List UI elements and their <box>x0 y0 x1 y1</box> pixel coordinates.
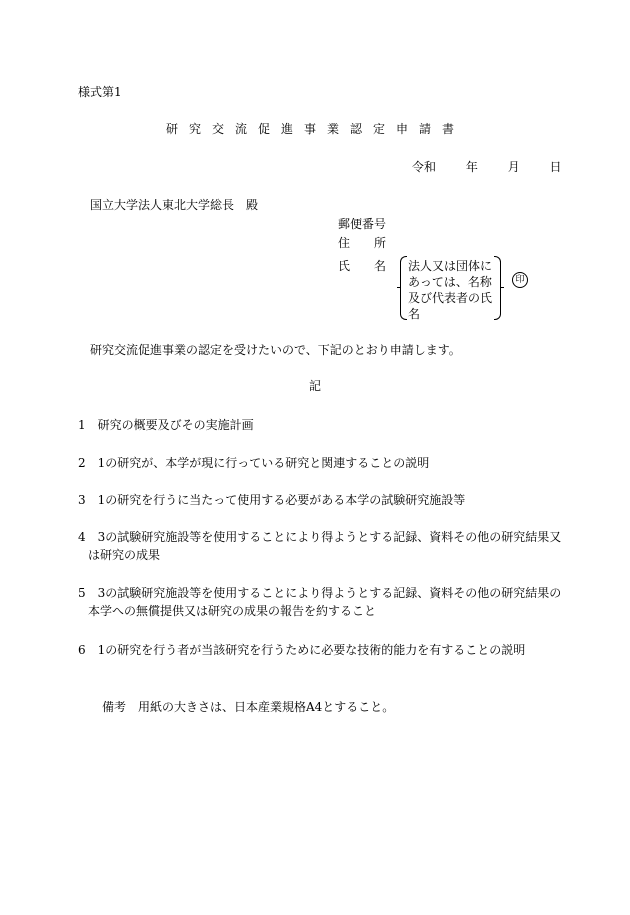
list-item-5 <box>78 586 561 618</box>
item-text-continuation: 本学への無償提供又は研究の成果の報告を約すること <box>88 604 377 618</box>
item-text: 1の研究が、本学が現に行っている研究と関連することの説明 <box>97 456 430 470</box>
name-note-line: 及び代表者の氏 <box>408 291 493 305</box>
intro-text: 研究交流促進事業の認定を受けたいので、下記のとおり申請します。 <box>90 343 461 357</box>
item-text: 3の試験研究施設等を使用することにより得ようとする記録、資料その他の研究結果の <box>97 586 562 600</box>
item-number: 3 <box>78 493 86 507</box>
ki-heading: 記 <box>309 379 322 393</box>
date-year: 年 <box>465 160 478 174</box>
right-bracket <box>494 256 501 320</box>
item-text: 3の試験研究施設等を使用することにより得ようとする記録、資料その他の研究結果又 <box>97 530 562 544</box>
list-item-6 <box>78 643 525 657</box>
address-label: 住 所 <box>338 236 387 250</box>
item-text: 1の研究を行う者が当該研究を行うために必要な技術的能力を有することの説明 <box>97 643 526 657</box>
item-number: 5 <box>78 586 86 600</box>
list-item-1 <box>78 418 254 432</box>
date-line <box>412 160 562 174</box>
item-number: 1 <box>78 418 86 432</box>
postal-code-label: 郵便番号 <box>338 217 387 231</box>
list-item-3 <box>78 493 465 507</box>
date-day: 日 <box>549 160 562 174</box>
item-text: 研究の概要及びその実施計画 <box>97 418 254 432</box>
name-label: 氏 名 <box>338 259 387 273</box>
name-note-line: 法人又は団体に <box>408 259 493 273</box>
item-number: 6 <box>78 643 86 657</box>
list-item-2 <box>78 456 429 470</box>
item-number: 4 <box>78 530 86 544</box>
addressee: 国立大学法人東北大学総長 殿 <box>90 198 259 212</box>
date-month: 月 <box>507 160 520 174</box>
item-number: 2 <box>78 456 86 470</box>
list-item-4 <box>78 530 561 562</box>
item-text-continuation: は研究の成果 <box>88 548 161 562</box>
name-note-line: あっては、名称 <box>408 275 492 289</box>
item-text: 1の研究を行うに当たって使用する必要がある本学の試験研究施設等 <box>97 493 466 507</box>
left-bracket <box>400 256 407 320</box>
remarks: 備考 用紙の大きさは、日本産業規格A4とすること。 <box>102 700 395 714</box>
seal-mark: 印 <box>512 272 528 288</box>
form-label: 様式第1 <box>78 85 122 99</box>
date-era: 令和 <box>412 160 437 174</box>
name-note-line: 名 <box>408 307 421 321</box>
page-title: 研究交流促進事業認定申請書 <box>166 122 466 136</box>
